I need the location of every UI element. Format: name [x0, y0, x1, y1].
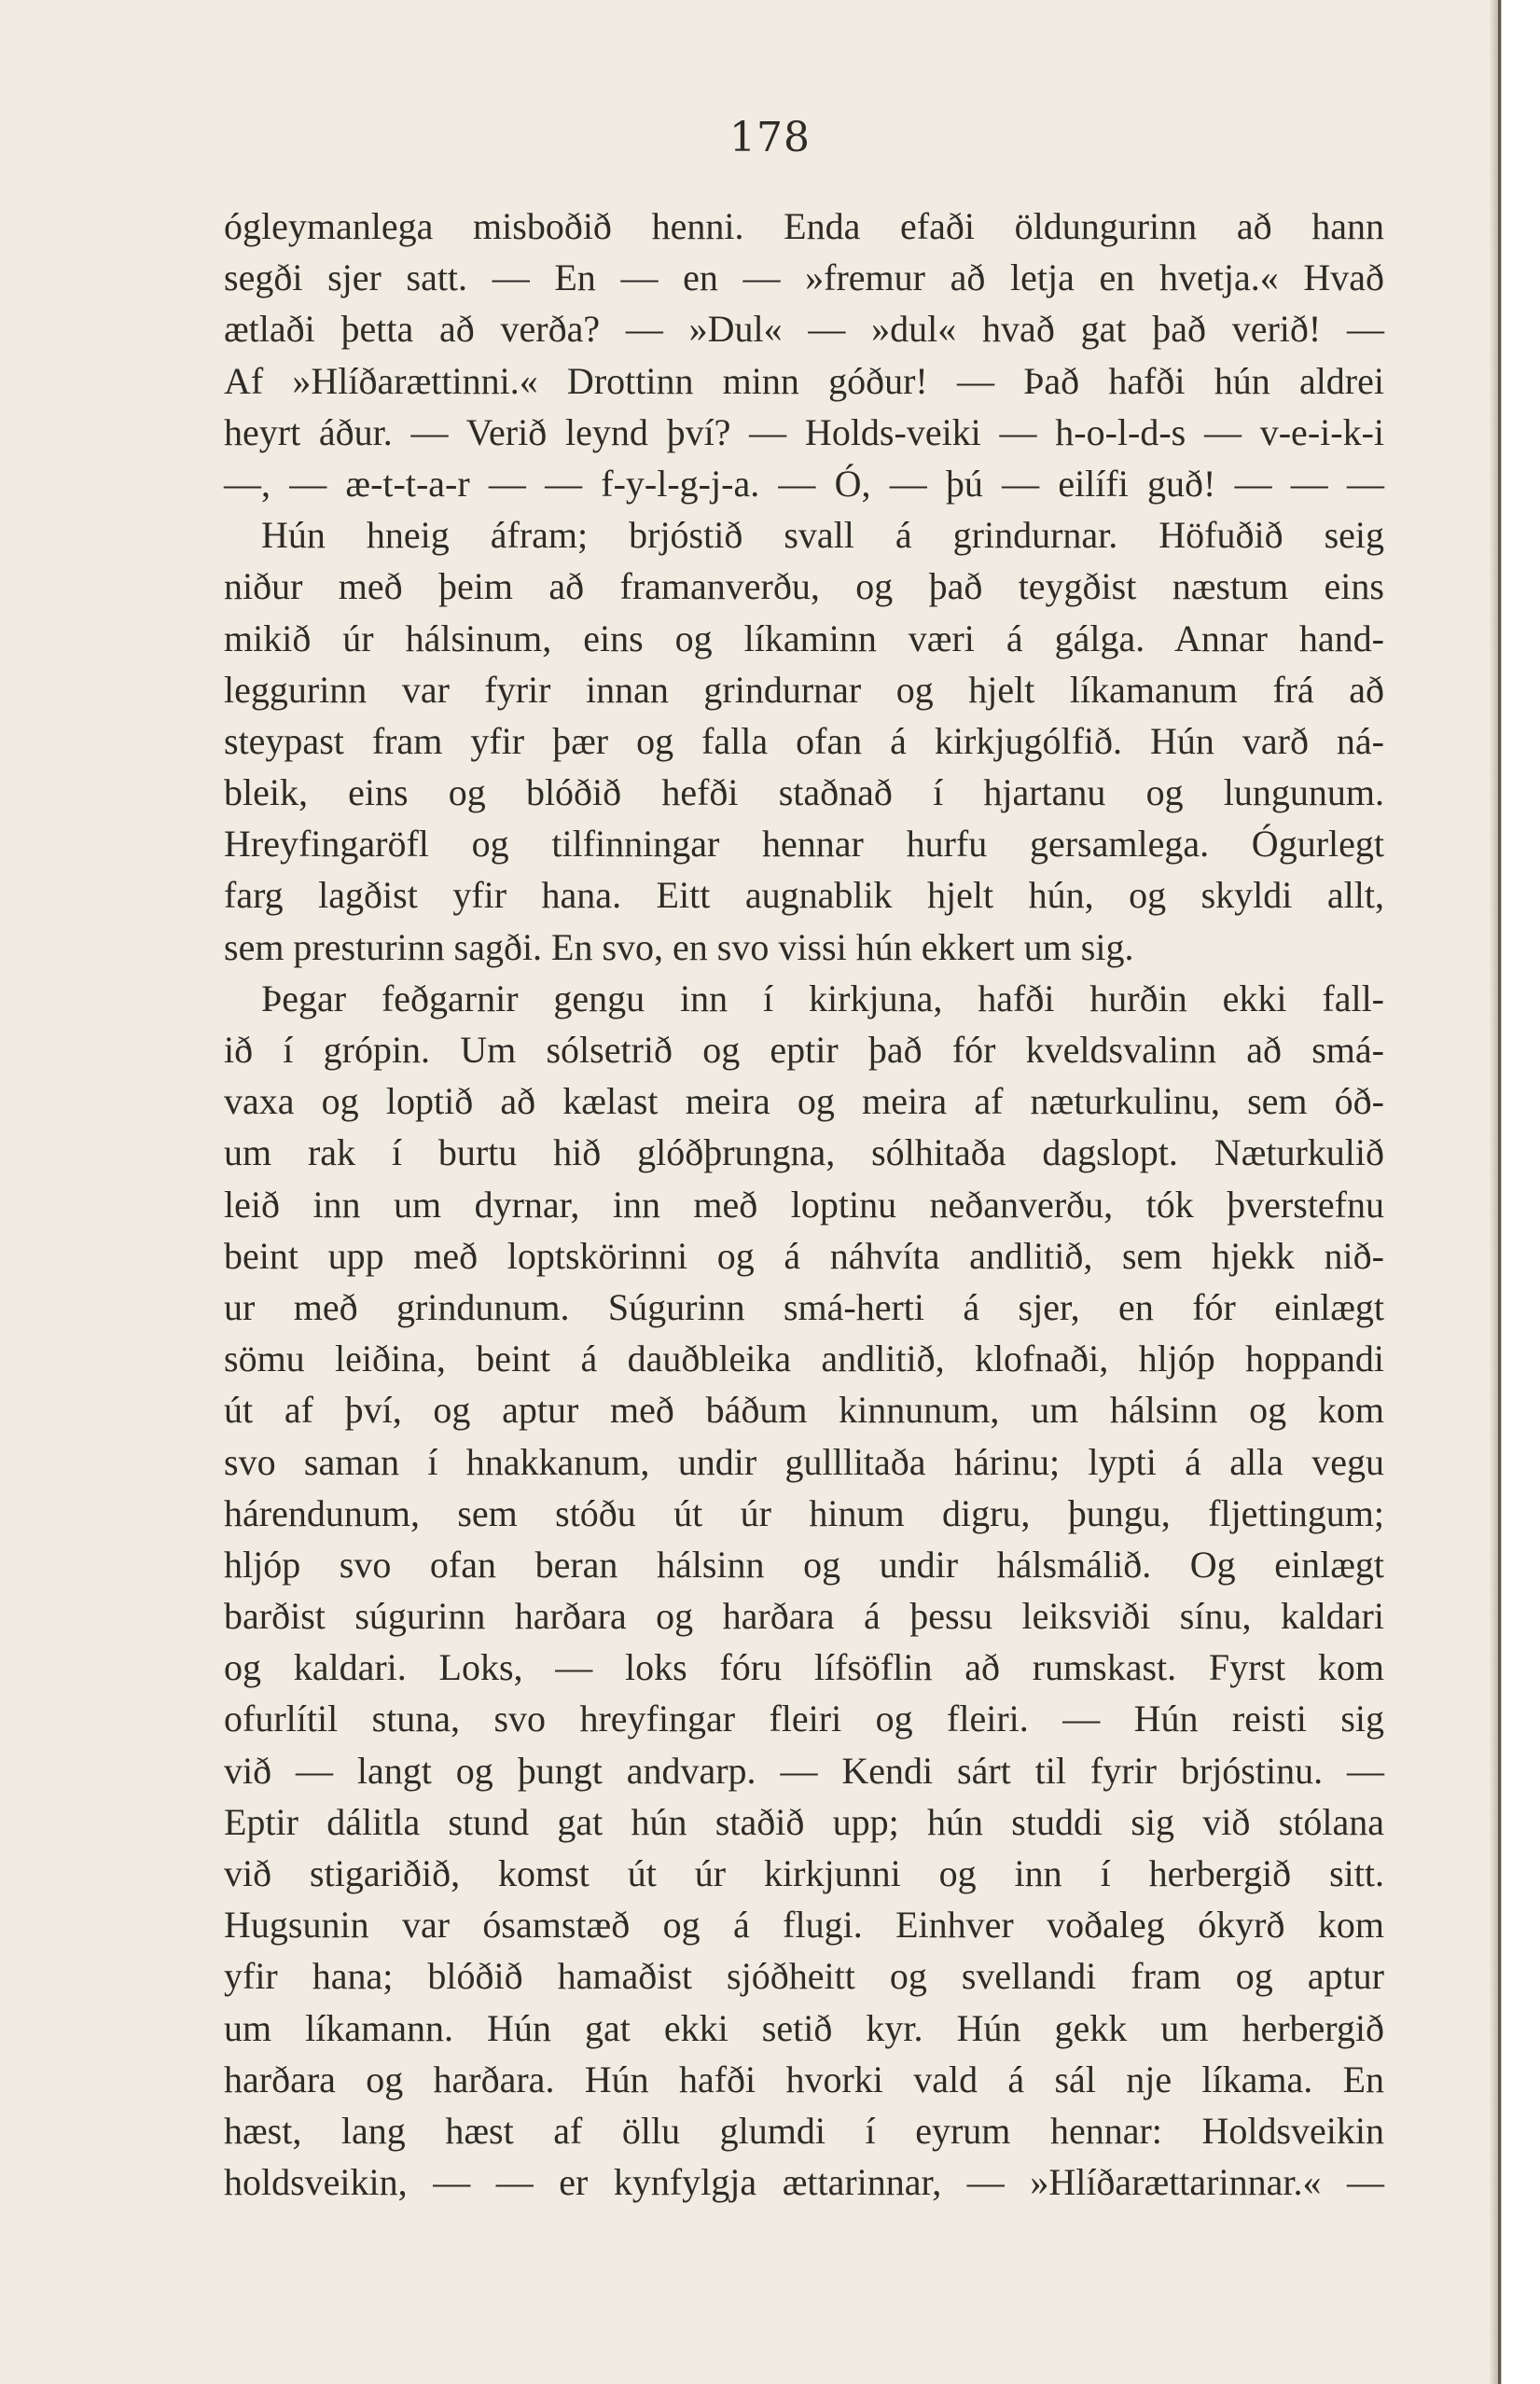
page-number: 178	[729, 114, 811, 161]
text-line: Hugsunin var ósamstæð og á flugi. Einhver voðaleg ókyrð kom	[224, 1904, 1384, 1947]
page-edge-line	[1498, 0, 1501, 2384]
text-line: ur með grindunum. Súgurinn smá-herti á sjer, en fór einlægt	[224, 1285, 1384, 1328]
text-line: vaxa og loptið að kælast meira og meira af næturkulinu, sem óð-	[224, 1080, 1384, 1123]
text-line: niður með þeim að framanverðu, og það teygðist næstum eins	[224, 565, 1384, 608]
text-line: hárendunum, sem stóðu út úr hinum digru, þungu, fljettingum;	[224, 1491, 1384, 1534]
text-line: hæst, lang hæst af öllu glumdi í eyrum hennar: Holdsveikin	[224, 2109, 1384, 2152]
text-line: leið inn um dyrnar, inn með loptinu neðanverðu, tók þverstefnu	[224, 1183, 1384, 1226]
text-line: harðara og harðara. Hún hafði hvorki vald á sál nje líkama. En	[224, 2058, 1384, 2100]
text-line: ætlaði þetta að verða? — »Dul« — »dul« hvað gat það verið! —	[224, 308, 1384, 351]
text-line: Eptir dálitla stund gat hún staðið upp; hún studdi sig við stólana	[224, 1800, 1384, 1843]
text-line: sem presturinn sagði. En svo, en svo vissi hún ekkert um sig.	[224, 925, 1134, 968]
text-line: bleik, eins og blóðið hefði staðnað í hjartanu og lungunum.	[224, 771, 1384, 814]
text-line: —, — æ-t-t-a-r — — f-y-l-g-j-a. — Ó, — þú — eilífi guð! — — —	[224, 462, 1384, 505]
text-line: beint upp með loptskörinni og á náhvíta andlitið, sem hjekk nið-	[224, 1234, 1384, 1277]
text-line: segði sjer satt. — En — en — »fremur að letja en hvetja.« Hvað	[224, 256, 1384, 299]
text-line: sömu leiðina, beint á dauðbleika andlitið, klofnaði, hljóp hoppandi	[224, 1338, 1384, 1380]
text-line: Hreyfingaröfl og tilfinningar hennar hurfu gersamlega. Ógurlegt	[224, 823, 1384, 866]
text-line: Þegar feðgarnir gengu inn í kirkjuna, hafði hurðin ekki fall-	[261, 977, 1384, 1019]
text-line: hljóp svo ofan beran hálsinn og undir hálsmálið. Og einlægt	[224, 1543, 1384, 1586]
text-line: mikið úr hálsinum, eins og líkaminn væri á gálga. Annar hand-	[224, 617, 1384, 659]
text-line: Hún hneig áfram; brjóstið svall á grindurnar. Höfuðið seig	[261, 514, 1384, 557]
scan-margin	[1502, 0, 1540, 2384]
text-line: svo saman í hnakkanum, undir gulllitaða hárinu; lypti á alla vegu	[224, 1440, 1384, 1483]
text-line: við stigariðið, komst út úr kirkjunni og inn í herbergið sitt.	[224, 1852, 1384, 1894]
text-line: um rak í burtu hið glóðþrungna, sólhitaða dagslopt. Næturkulið	[224, 1131, 1384, 1174]
text-line: ógleymanlega misboðið henni. Enda efaði öldungurinn að hann	[224, 205, 1384, 247]
text-line: heyrt áður. — Verið leynd því? — Holds-veiki — h-o-l-d-s — v-e-i-k-i	[224, 410, 1384, 453]
text-line: yfir hana; blóðið hamaðist sjóðheitt og svellandi fram og aptur	[224, 1955, 1384, 1998]
text-line: steypast fram yfir þær og falla ofan á kirkjugólfið. Hún varð ná-	[224, 719, 1384, 762]
text-line: um líkamann. Hún gat ekki setið kyr. Hún gekk um herbergið	[224, 2006, 1384, 2049]
text-line: og kaldari. Loks, — loks fóru lífsöflin að rumskast. Fyrst kom	[224, 1646, 1384, 1689]
text-line: við — langt og þungt andvarp. — Kendi sárt til fyrir brjóstinu. —	[224, 1749, 1384, 1792]
text-line: út af því, og aptur með báðum kinnunum, um hálsinn og kom	[224, 1389, 1384, 1432]
text-line: holdsveikin, — — er kynfylgja ættarinnar, — »Hlíðarættarinnar.« —	[224, 2161, 1384, 2204]
text-line: Af »Hlíðarættinni.« Drottinn minn góður! — Það hafði hún aldrei	[224, 359, 1384, 402]
text-line: ið í grópin. Um sólsetrið og eptir það fór kveldsvalinn að smá-	[224, 1029, 1384, 1071]
body-text	[224, 201, 1384, 2208]
text-line: barðist súgurinn harðara og harðara á þessu leiksviði sínu, kaldari	[224, 1595, 1384, 1638]
text-line: ofurlítil stuna, svo hreyfingar fleiri og fleiri. — Hún reisti sig	[224, 1698, 1384, 1740]
text-line: farg lagðist yfir hana. Eitt augnablik hjelt hún, og skyldi allt,	[224, 874, 1384, 917]
text-line: leggurinn var fyrir innan grindurnar og hjelt líkamanum frá að	[224, 668, 1384, 711]
